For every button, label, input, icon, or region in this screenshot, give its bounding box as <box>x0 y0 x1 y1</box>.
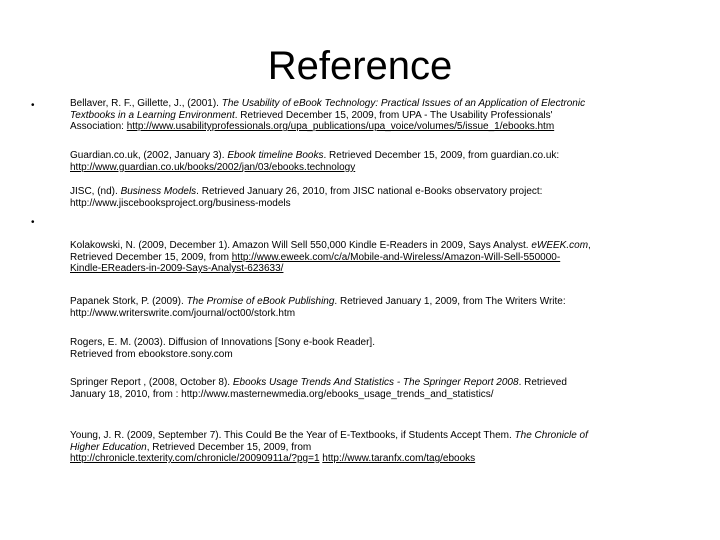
reference-link[interactable]: http://www.taranfx.com/tag/ebooks <box>322 453 476 464</box>
reference-line <box>70 442 700 454</box>
reference-italic-title: Higher Education <box>70 441 147 453</box>
bullet-2: • <box>31 217 35 228</box>
reference-italic-title: The Usability of eBook Technology: Practical Issues of an Application of Electronic <box>221 98 586 109</box>
reference-line <box>70 252 700 264</box>
reference-italic-title: Business Models <box>120 186 197 197</box>
reference-line <box>70 377 700 389</box>
reference-text: Springer Report , (2008, October 8). <box>70 377 233 388</box>
reference-entry <box>70 150 700 173</box>
reference-text: . Retrieved January 1, 2009, from The Writers Write: <box>334 296 566 307</box>
reference-italic-title: eWEEK.com <box>531 240 589 251</box>
reference-entry <box>70 240 700 275</box>
reference-link[interactable]: http://www.guardian.co.uk/books/2002/jan/03/ebooks.technology <box>70 161 356 173</box>
reference-text: January 18, 2010, from : http://www.masternewmedia.org/ebooks_usage_trends_and_statistics/ <box>70 388 494 400</box>
reference-text: , Retrieved December 15, 2009, from <box>146 441 312 453</box>
slide-title: Reference <box>267 44 453 88</box>
reference-text: . Retrieved January 26, 2010, from JISC national e-Books observatory project: <box>196 186 543 197</box>
reference-line <box>70 263 700 275</box>
reference-entry <box>70 337 700 360</box>
reference-text: http://www.jiscebooksproject.org/business-models <box>70 197 291 209</box>
reference-text: Young, J. R. (2009, September 7). This Could Be the Year of E-Textbooks, if Students Accept Them. <box>70 430 515 441</box>
reference-entry <box>70 296 700 319</box>
reference-italic-title: The Promise of eBook Publishing <box>186 296 335 307</box>
reference-text: . Retrieved December 15, 2009, from UPA - The Usability Professionals' <box>234 109 553 121</box>
reference-line <box>70 98 700 110</box>
bullet-1: • <box>31 100 35 111</box>
reference-entry <box>70 377 700 400</box>
reference-text: Association: <box>70 121 127 132</box>
reference-italic-title: The Chronicle of <box>514 430 588 441</box>
reference-text: Retrieved from ebookstore.sony.com <box>70 348 233 360</box>
reference-text: http://www.writerswrite.com/journal/oct00/stork.htm <box>70 307 296 319</box>
reference-line <box>70 162 700 174</box>
reference-line <box>70 110 700 122</box>
reference-text: Kolakowski, N. (2009, December 1). Amazon Will Sell 550,000 Kindle E-Readers in 2009, Says Analyst. <box>70 240 532 251</box>
reference-italic-title: Textbooks in a Learning Environment <box>70 109 235 121</box>
reference-italic-title: Ebooks Usage Trends And Statistics - The Springer Report 2008 <box>232 377 519 388</box>
reference-line <box>70 453 700 465</box>
reference-entry <box>70 98 700 133</box>
reference-text: Retrieved December 15, 2009, from <box>70 251 232 263</box>
reference-line <box>70 186 700 198</box>
reference-link[interactable]: http://www.eweek.com/c/a/Mobile-and-Wireless/Amazon-Will-Sell-550000- <box>231 251 561 263</box>
reference-line <box>70 150 700 162</box>
reference-line <box>70 308 700 320</box>
reference-text: . Retrieved <box>518 377 567 388</box>
reference-link[interactable]: Kindle-EReaders-in-2009-Says-Analyst-623633/ <box>70 263 284 274</box>
reference-line <box>70 240 700 252</box>
reference-text: , <box>588 240 591 251</box>
reference-entry <box>70 430 700 465</box>
reference-line <box>70 349 700 361</box>
reference-entry <box>70 186 700 209</box>
reference-text: Guardian.co.uk, (2002, January 3). <box>70 150 228 161</box>
reference-line <box>70 121 700 133</box>
reference-italic-title: Ebook timeline Books <box>227 150 324 161</box>
reference-link[interactable]: http://chronicle.texterity.com/chronicle/20090911a/?pg=1 <box>70 453 320 464</box>
reference-line <box>70 198 700 210</box>
reference-text: Rogers, E. M. (2003). Diffusion of Innovations [Sony e-book Reader]. <box>70 337 375 348</box>
reference-line <box>70 389 700 401</box>
reference-link[interactable]: http://www.usabilityprofessionals.org/upa_publications/upa_voice/volumes/5/issue_1/ebooks.htm <box>126 121 555 132</box>
reference-text: Bellaver, R. F., Gillette, J., (2001). <box>70 98 222 109</box>
reference-text: JISC, (nd). <box>70 186 121 197</box>
reference-line <box>70 337 700 349</box>
reference-line <box>70 430 700 442</box>
reference-text: Papanek Stork, P. (2009). <box>70 296 187 307</box>
reference-text: . Retrieved December 15, 2009, from guardian.co.uk: <box>323 150 560 161</box>
reference-line <box>70 296 700 308</box>
